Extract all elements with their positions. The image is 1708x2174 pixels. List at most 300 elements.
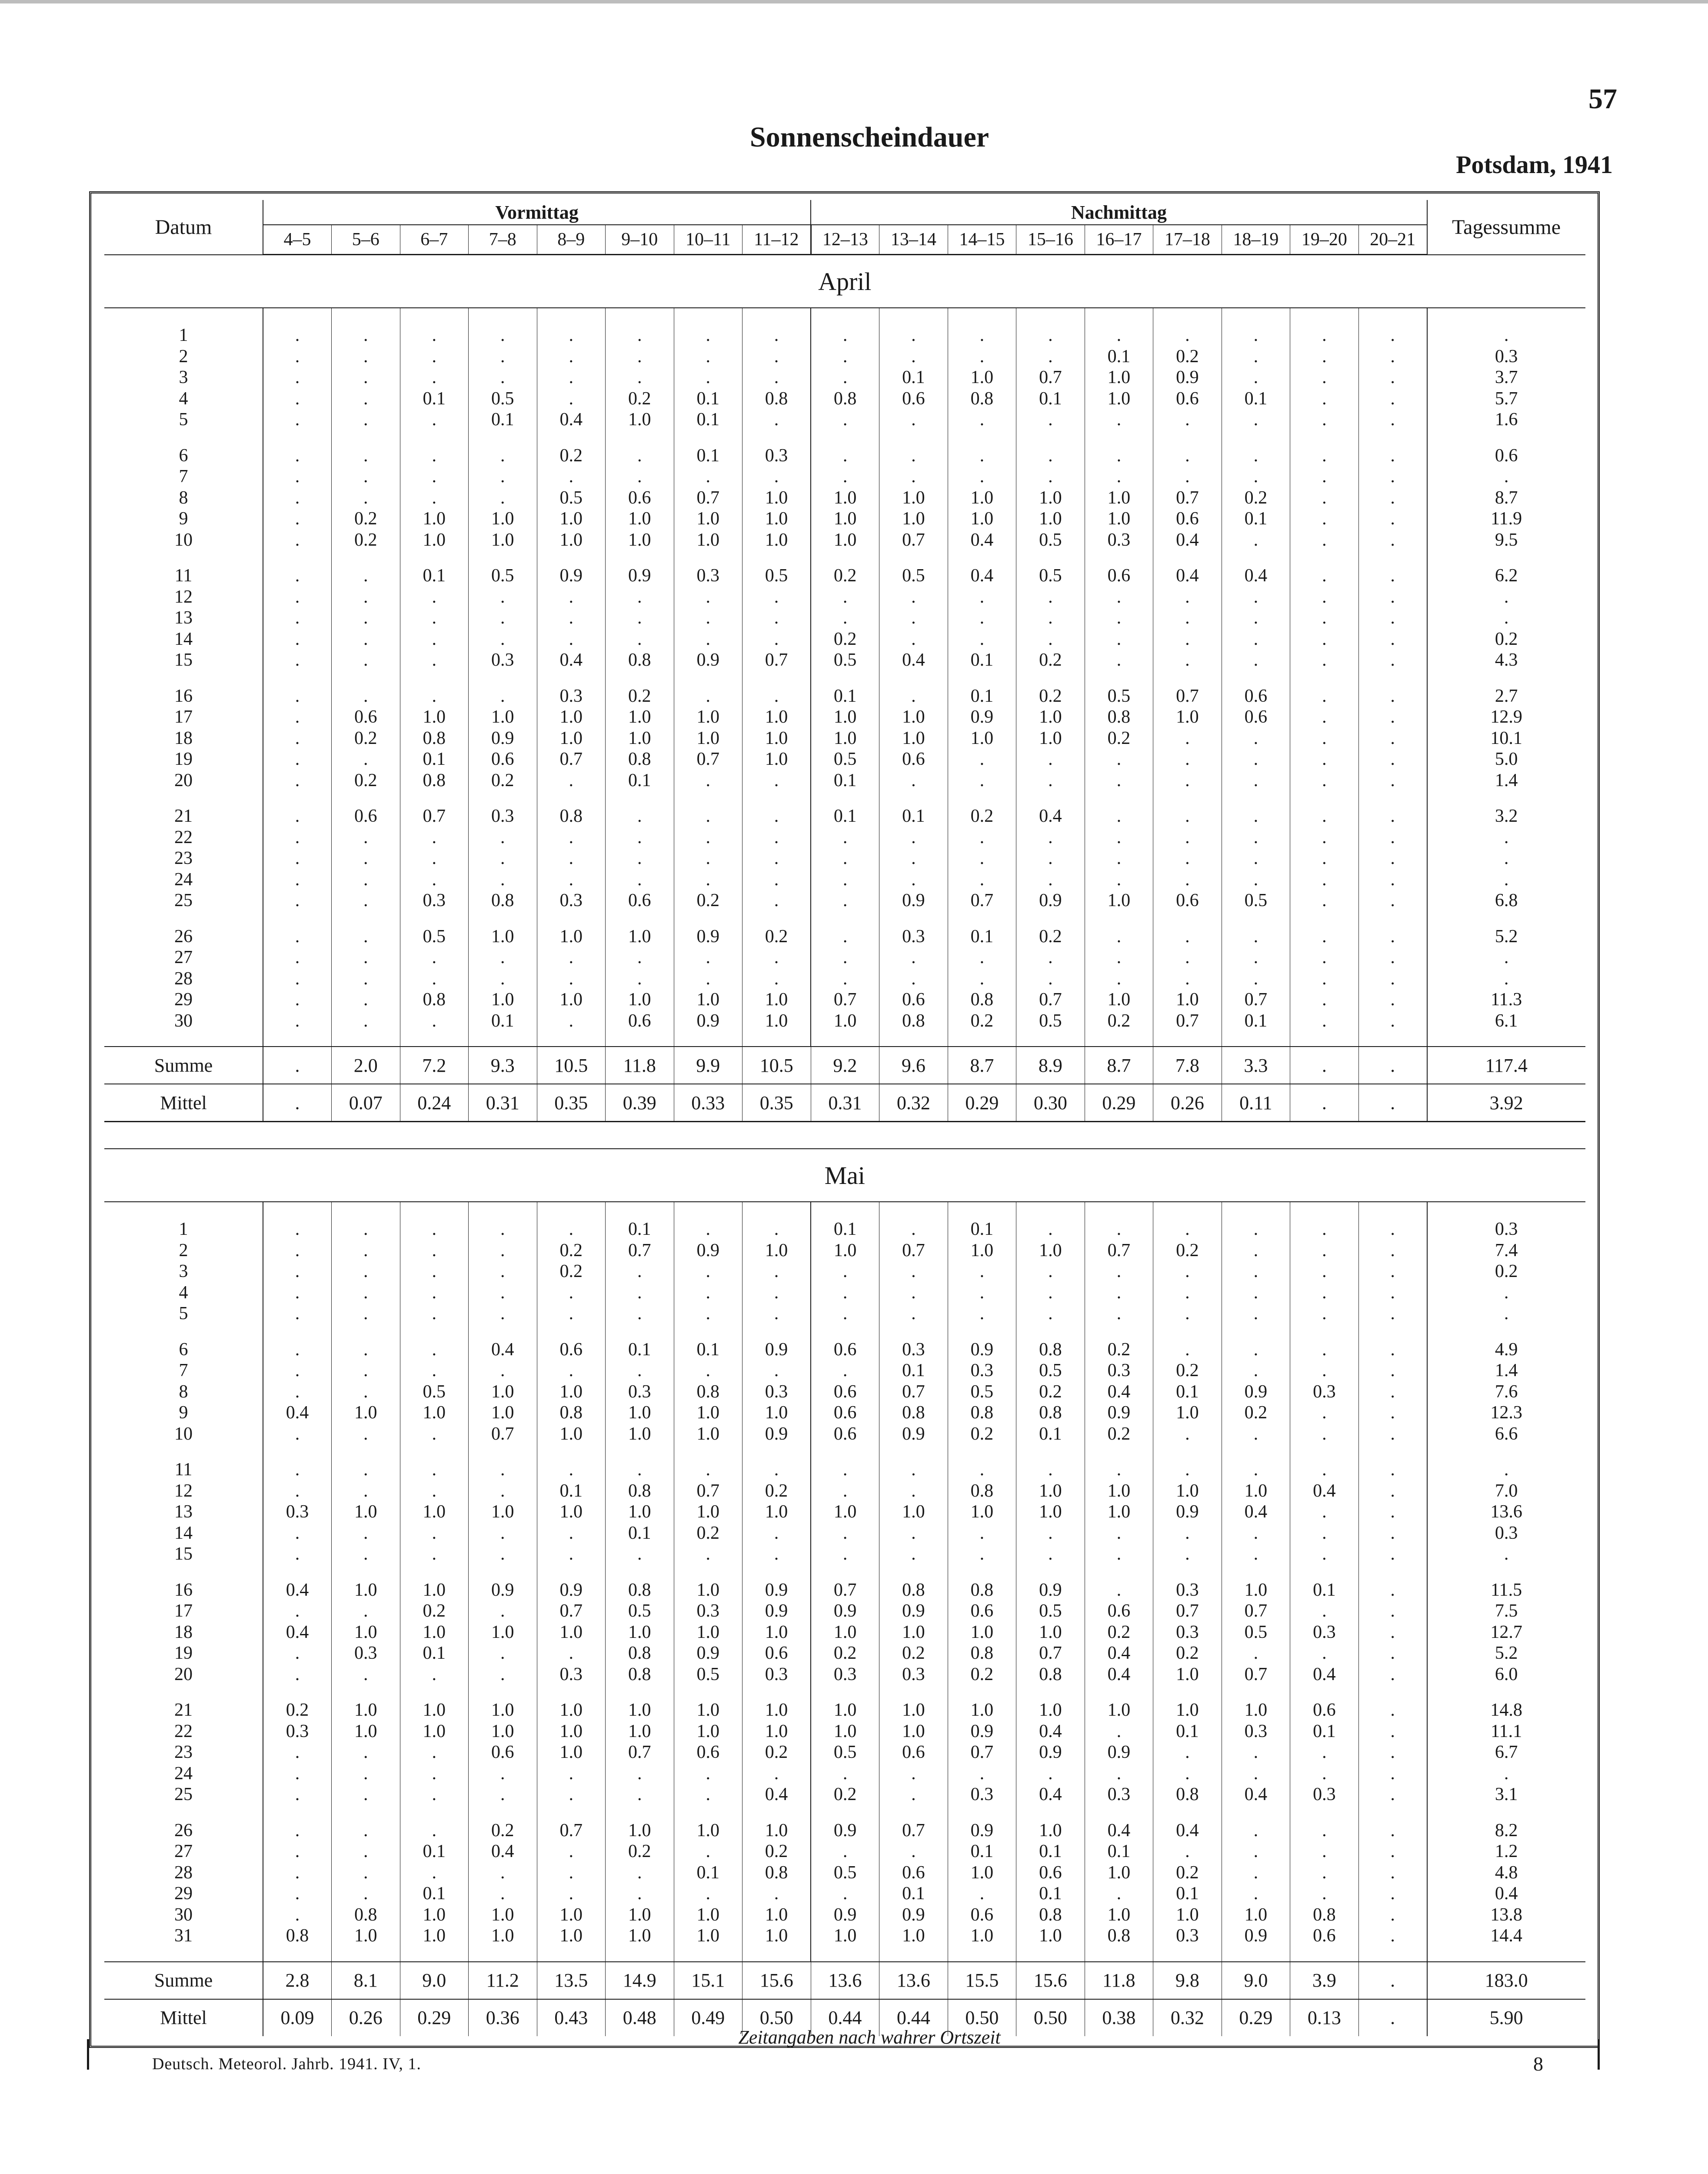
hour-value: 0.4 [1153,565,1222,587]
hour-value: . [1222,1219,1290,1240]
hour-value: . [263,487,332,509]
hour-value: 1.0 [606,409,674,430]
hour-value: . [469,367,537,388]
summe-value: 11.8 [1085,1962,1153,1999]
summe-value: 7.8 [1153,1047,1222,1084]
hour-value: 0.5 [469,388,537,410]
gap-cell [1153,308,1222,325]
hour-value: 1.0 [1222,1904,1290,1926]
hour-value: 1.0 [811,487,879,509]
hour-value: 0.8 [674,1381,742,1403]
gap-cell [332,1685,400,1700]
hour-value: . [1016,968,1085,990]
day-total: 6.1 [1427,1010,1585,1032]
hour-value: . [1358,707,1427,728]
gap-cell [1222,1324,1290,1339]
summe-value: 9.3 [469,1047,537,1084]
hour-value: 0.2 [400,1600,469,1622]
day-total: 14.4 [1427,1925,1585,1947]
gap-cell [263,791,332,806]
hour-value: . [742,367,811,388]
day-number: 22 [104,827,263,848]
day-number: 10 [104,1424,263,1445]
hour-value: . [742,1883,811,1904]
hour-value: 1.0 [811,1240,879,1261]
hour-value: . [263,629,332,650]
hour-value: 0.6 [606,890,674,911]
hour-value: . [948,587,1016,608]
hour-value: . [1016,770,1085,791]
hour-value: 0.5 [1016,1600,1085,1622]
gap-cell [1153,1685,1222,1700]
hour-value: . [332,388,400,410]
header-hour: 5–6 [332,225,400,255]
spacer-cell [104,1122,1585,1149]
gap-cell [879,671,948,686]
hour-value: 0.9 [742,1424,811,1445]
hour-value: 0.6 [948,1904,1016,1926]
gap-cell [948,1444,1016,1459]
hour-value: 1.0 [537,1501,606,1523]
mittel-value: 0.49 [674,1999,742,2036]
hour-value: . [1222,1240,1290,1261]
hour-value: . [263,1010,332,1032]
summe-total: 183.0 [1427,1962,1585,1999]
hour-value: . [1222,869,1290,890]
hour-value: . [469,1282,537,1304]
hour-value: . [1358,1010,1427,1032]
hour-value: . [811,1261,879,1282]
source-line: Deutsch. Meteorol. Jahrb. 1941. IV, 1. [152,2055,421,2073]
hour-value: 0.8 [606,1580,674,1601]
table-row [104,1600,1585,1622]
gap-cell [1016,1565,1085,1580]
summe-row [104,1962,1585,1999]
gap-cell [332,550,400,565]
hour-value: . [1290,487,1359,509]
hour-value: . [1358,1240,1427,1261]
gap-cell [1085,430,1153,445]
gap-cell [674,1444,742,1459]
day-total: . [1427,587,1585,608]
hour-value: 0.2 [948,806,1016,827]
hour-value: . [1290,1424,1359,1445]
hour-value: . [1085,827,1153,848]
gap-cell [606,1565,674,1580]
gap-cell [104,911,263,926]
hour-value: . [742,629,811,650]
hour-value: . [674,466,742,487]
hour-value: . [332,1010,400,1032]
day-number: 9 [104,508,263,530]
hour-value: . [263,1459,332,1480]
hour-value: 0.2 [1153,346,1222,367]
hour-value: . [1016,1459,1085,1480]
hour-value: 0.3 [332,1643,400,1664]
gap-cell [537,1444,606,1459]
gap-cell [1427,308,1585,325]
hour-value: 1.0 [811,530,879,551]
hour-value: 0.9 [948,1721,1016,1742]
hour-value: . [879,686,948,707]
hour-value: 1.0 [400,1904,469,1926]
gap-row [104,1685,1585,1700]
hour-value: . [332,445,400,467]
hour-value: 1.0 [537,926,606,947]
gap-cell [742,1947,811,1962]
gap-cell [400,911,469,926]
hour-value: . [1222,1459,1290,1480]
day-total: 11.1 [1427,1721,1585,1742]
hour-value: . [1153,728,1222,749]
hour-value: . [606,607,674,629]
hour-value: 0.9 [537,565,606,587]
day-number: 8 [104,1381,263,1403]
hour-value: . [1290,466,1359,487]
table-row [104,1010,1585,1032]
hour-value: 0.2 [537,445,606,467]
hour-value: 0.9 [1222,1925,1290,1947]
hour-value: 0.2 [606,1841,674,1862]
mittel-total: 3.92 [1427,1084,1585,1122]
header-hour: 12–13 [811,225,879,255]
hour-value: . [1085,607,1153,629]
hour-value: . [1358,530,1427,551]
hour-value: . [469,686,537,707]
day-number: 2 [104,1240,263,1261]
gap-cell [1358,791,1427,806]
day-total: 3.2 [1427,806,1585,827]
gap-cell [469,1565,537,1580]
table-row [104,686,1585,707]
day-total: 5.2 [1427,1643,1585,1664]
hour-value: . [537,848,606,869]
hour-value: 0.6 [1085,1600,1153,1622]
hour-value: 1.0 [400,508,469,530]
hour-value: . [1222,1643,1290,1664]
mittel-value: 0.32 [879,1084,948,1122]
hour-value: . [469,947,537,968]
hour-value: 1.0 [948,1862,1016,1884]
table-row [104,947,1585,968]
day-number: 19 [104,749,263,770]
hour-value: 1.0 [879,728,948,749]
gap-cell [537,1805,606,1820]
hour-value: 1.0 [469,926,537,947]
day-number: 15 [104,650,263,671]
gap-cell [332,1031,400,1047]
hour-value: . [1358,869,1427,890]
hour-value: . [1290,707,1359,728]
hour-value: 0.1 [674,388,742,410]
gap-cell [1222,1444,1290,1459]
hour-value: 0.1 [469,1010,537,1032]
gap-cell [1222,1947,1290,1962]
gap-cell [1358,1324,1427,1339]
hour-value: 0.6 [879,989,948,1010]
hour-value: 1.0 [537,728,606,749]
hour-value: 0.1 [1153,1883,1222,1904]
hour-value: 1.0 [674,1721,742,1742]
gap-cell [469,430,537,445]
hour-value: . [606,346,674,367]
hour-value: 0.4 [1290,1664,1359,1685]
hour-value: 0.1 [674,409,742,430]
hour-value: 0.3 [811,1664,879,1685]
hour-value: 0.1 [1153,1381,1222,1403]
summe-value: 8.1 [332,1962,400,1999]
hour-value: 0.2 [1085,1339,1153,1360]
hour-value: . [879,827,948,848]
hour-value: 1.0 [606,508,674,530]
table-row [104,587,1585,608]
summe-value: 11.2 [469,1962,537,1999]
hour-value: 0.3 [1153,1580,1222,1601]
hour-value: . [332,565,400,587]
hour-value: 0.6 [1085,565,1153,587]
gap-cell [1153,1202,1222,1219]
gap-cell [1222,911,1290,926]
hour-value: . [1358,1763,1427,1784]
hour-value: . [742,1523,811,1544]
hour-value: . [400,1339,469,1360]
hour-value: . [1358,1862,1427,1884]
hour-value: . [469,487,537,509]
hour-value: 1.0 [606,530,674,551]
hour-value: 1.0 [606,1904,674,1926]
hour-value: . [1222,1883,1290,1904]
hour-value: . [400,445,469,467]
hour-value: 0.7 [1016,989,1085,1010]
hour-value: . [948,770,1016,791]
gap-cell [1427,550,1585,565]
hour-value: . [1222,749,1290,770]
hour-value: . [1290,565,1359,587]
hour-value: 0.4 [1085,1381,1153,1403]
hour-value: . [400,1742,469,1763]
hour-value: . [1016,869,1085,890]
hour-value: 1.0 [606,926,674,947]
hour-value: . [1358,1664,1427,1685]
hour-value: 1.0 [1085,367,1153,388]
hour-value: . [1153,1763,1222,1784]
hour-value: 0.9 [811,1904,879,1926]
hour-value: 1.0 [1085,388,1153,410]
hour-value: 0.6 [1222,686,1290,707]
day-number: 3 [104,1261,263,1282]
hour-value: . [1085,1883,1153,1904]
hour-value: . [1290,530,1359,551]
hour-value: . [1290,629,1359,650]
hour-value: 0.8 [1153,1784,1222,1805]
hour-value: . [1153,466,1222,487]
summe-value: 15.1 [674,1962,742,1999]
summe-value: 13.6 [811,1962,879,1999]
day-total: 9.5 [1427,530,1585,551]
summe-value: 9.9 [674,1047,742,1084]
hour-value: 0.3 [674,1600,742,1622]
hour-value: 1.0 [400,1501,469,1523]
hour-value: 0.6 [948,1600,1016,1622]
hour-value: . [1358,1580,1427,1601]
table-row [104,989,1585,1010]
gap-cell [1016,1202,1085,1219]
hour-value: . [1358,487,1427,509]
hour-value: . [742,968,811,990]
hour-value: . [742,1763,811,1784]
mittel-value: 0.29 [400,1999,469,2036]
hour-value: 0.6 [811,1339,879,1360]
hour-value: . [263,508,332,530]
summe-value: 8.9 [1016,1047,1085,1084]
table-row [104,1664,1585,1685]
gap-cell [948,550,1016,565]
gap-cell [742,308,811,325]
hour-value: 0.2 [263,1700,332,1721]
gap-cell [1358,1805,1427,1820]
hour-value: . [1153,1841,1222,1862]
hour-value: . [879,1841,948,1862]
table-row [104,806,1585,827]
hour-value: . [1153,749,1222,770]
hour-value: 0.1 [948,1841,1016,1862]
hour-value: . [400,409,469,430]
day-number: 15 [104,1544,263,1565]
gap-cell [1358,1031,1427,1047]
gap-cell [606,671,674,686]
hour-value: 1.0 [674,508,742,530]
hour-value: . [1153,325,1222,346]
hour-value: . [1358,1523,1427,1544]
header-hour: 11–12 [742,225,811,255]
hour-value: . [332,1303,400,1324]
gap-cell [1290,1324,1359,1339]
day-number: 9 [104,1402,263,1424]
hour-value: 0.8 [606,1643,674,1664]
hour-value: 1.0 [1153,1402,1222,1424]
hour-value: . [742,466,811,487]
hour-value: . [948,968,1016,990]
day-number: 10 [104,530,263,551]
hour-value: 0.2 [606,686,674,707]
hour-value: . [1153,869,1222,890]
hour-value: . [263,346,332,367]
summe-value: . [1358,1962,1427,1999]
hour-value: . [1358,1925,1427,1947]
hour-value: . [469,629,537,650]
hour-value: 0.6 [879,1862,948,1884]
hour-value: 0.3 [1290,1622,1359,1643]
hour-value: 1.0 [537,1925,606,1947]
gap-cell [1290,1805,1359,1820]
hour-value: 0.2 [674,890,742,911]
hour-value: 0.8 [606,749,674,770]
hour-value: . [1222,827,1290,848]
hour-value: . [263,1282,332,1304]
gap-row [104,1805,1585,1820]
hour-value: . [948,848,1016,869]
hour-value: . [1358,1424,1427,1445]
hour-value: . [537,1883,606,1904]
hour-value: 0.3 [1085,1360,1153,1381]
gap-cell [879,1685,948,1700]
hour-value: 1.0 [879,487,948,509]
table-row [104,1360,1585,1381]
gap-cell [469,911,537,926]
gap-cell [811,1202,879,1219]
gap-cell [1427,1444,1585,1459]
hour-value: 0.2 [811,565,879,587]
hour-value: . [948,1523,1016,1544]
hour-value: 0.2 [811,1643,879,1664]
hour-value: . [332,686,400,707]
hour-value: . [606,1459,674,1480]
hour-value: . [469,325,537,346]
hour-value: 1.0 [469,1622,537,1643]
hour-value: . [1222,1841,1290,1862]
day-total: 3.1 [1427,1784,1585,1805]
summe-value: 10.5 [742,1047,811,1084]
hour-value: 0.6 [1290,1925,1359,1947]
hour-value: . [263,1883,332,1904]
hour-value: 0.7 [1222,989,1290,1010]
hour-value: . [1290,1820,1359,1841]
section-spacer [104,1122,1585,1149]
hour-value: . [1085,466,1153,487]
hour-value: . [537,466,606,487]
hour-value: 0.1 [879,367,948,388]
summe-value: 3.3 [1222,1047,1290,1084]
gap-cell [879,1324,948,1339]
summe-value: 15.5 [948,1962,1016,1999]
hour-value: . [332,409,400,430]
day-total: . [1427,947,1585,968]
hour-value: . [1222,1544,1290,1565]
hour-value: 0.2 [742,1841,811,1862]
hour-value: . [1016,346,1085,367]
hour-value: . [1290,1360,1359,1381]
hour-value: . [400,1303,469,1324]
hour-value: . [811,1282,879,1304]
gap-cell [263,1685,332,1700]
hour-value: . [1290,1523,1359,1544]
hour-value: . [606,827,674,848]
gap-cell [1016,1444,1085,1459]
day-total: 0.3 [1427,346,1585,367]
hour-value: 0.9 [1153,367,1222,388]
hour-value: . [263,1784,332,1805]
gap-row [104,1031,1585,1047]
table-row [104,1282,1585,1304]
hour-value: . [1358,1480,1427,1502]
hour-value: 0.3 [742,445,811,467]
hour-value: . [1358,827,1427,848]
hour-value: . [332,346,400,367]
gap-cell [1085,1565,1153,1580]
hour-value: . [811,466,879,487]
gap-cell [537,911,606,926]
day-number: 25 [104,1784,263,1805]
gap-cell [1153,1324,1222,1339]
summe-value: 11.8 [606,1047,674,1084]
header-hour: 8–9 [537,225,606,255]
hour-value: . [948,869,1016,890]
day-number: 23 [104,1742,263,1763]
hour-value: . [742,607,811,629]
day-total: 7.0 [1427,1480,1585,1502]
gap-cell [742,430,811,445]
summe-value: . [1358,1047,1427,1084]
